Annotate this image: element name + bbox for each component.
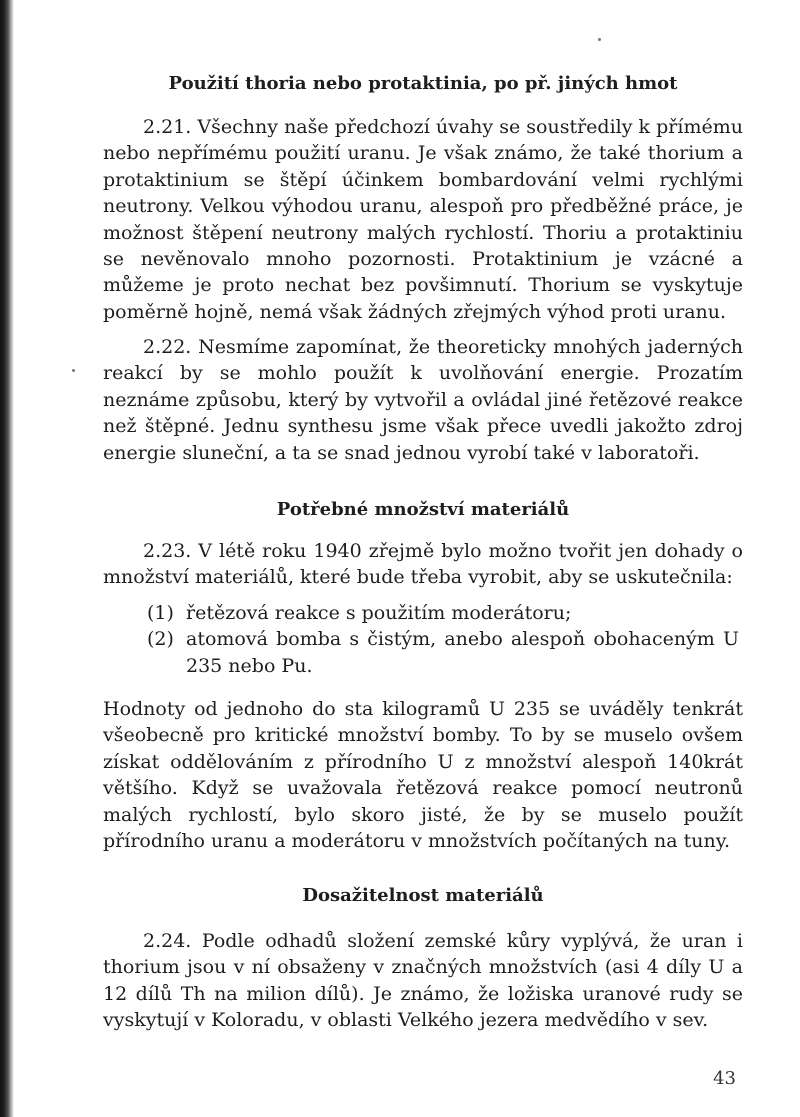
list-item-number: (2) <box>147 628 174 651</box>
section-heading-thorium: Použití thoria nebo protaktinia, po př. jiných hmot <box>168 73 678 94</box>
book-binding-edge <box>0 0 14 1117</box>
list-item <box>103 600 743 626</box>
paragraph-critical-mass: Hodnoty od jednoho do sta kilogramů U 235 se uváděly tenkrát všeobecně pro kritické množství bomby. To by se muselo ovšem získat oddělováním z přírodního U z množství alespoň 140krát většího. Když se uvažovala řetězová reakce pomocí neutronů malých rychlostí, bylo skoro jisté, že by se muselo použít přírodního uranu a moderátoru v množstvích počítaných na tuny. <box>103 698 743 853</box>
list-item-text: atomová bomba s čistým, anebo alespoň obohaceným U 235 nebo Pu. <box>186 628 739 677</box>
list-item <box>103 626 743 679</box>
section-heading-material-quantity: Potřebné množství materiálů <box>276 499 570 520</box>
paragraph-2-23: 2.23. V létě roku 1940 zřejmě bylo možno tvořit jen dohady o množství materiálů, které bude třeba vyrobit, aby se uskutečnila: <box>103 540 743 589</box>
list-item-number: (1) <box>147 602 174 624</box>
paragraph-2-24: 2.24. Podle odhadů složení zemské kůry vyplývá, že uran i thorium jsou v ní obsaženy v značných množstvích (asi 4 díly U a 12 dílů Th na milion dílů). Je známo, že ložiska uranové rudy se vyskytují v Koloradu, v oblasti Velkého jezera medvědího v sev. <box>103 930 743 1032</box>
page-number: 43 <box>713 1068 736 1089</box>
list-item-text: řetězová reakce s použitím moderátoru; <box>186 602 572 624</box>
print-speck <box>72 369 75 372</box>
print-speck <box>598 38 601 41</box>
paragraph-2-21: 2.21. Všechny naše předchozí úvahy se soustředily k přímému nebo nepřímému použití uranu. Je však známo, že také thorium a protaktinium se štěpí účinkem bombardování velmi rychlými neutrony. Velkou výhodou uranu, alespoň pro předběžné práce, je možnost štěpení neutrony malých rychlostí. Thoriu a protaktiniu se nevěnovalo mnoho pozornosti. Protaktinium je vzácné a můžeme je proto nechat bez povšimnutí. Thorium se vyskytuje poměrně hojně, nemá však žádných zřejmých výhod proti uranu. <box>103 116 743 323</box>
paragraph-2-22: 2.22. Nesmíme zapomínat, že theoreticky mnohých jaderných reakcí by se mohlo použít k uvolňování energie. Prozatím neznáme způsobu, který by vytvořil a ovládal jiné řetězové reakce než štěpné. Jednu synthesu jsme však přece uvedli jakožto zdroj energie sluneční, a ta se snad jednou vyrobí také v laboratoři. <box>103 336 743 464</box>
section-heading-material-availability: Dosažitelnost materiálů <box>302 885 544 906</box>
requirements-list <box>103 600 743 679</box>
